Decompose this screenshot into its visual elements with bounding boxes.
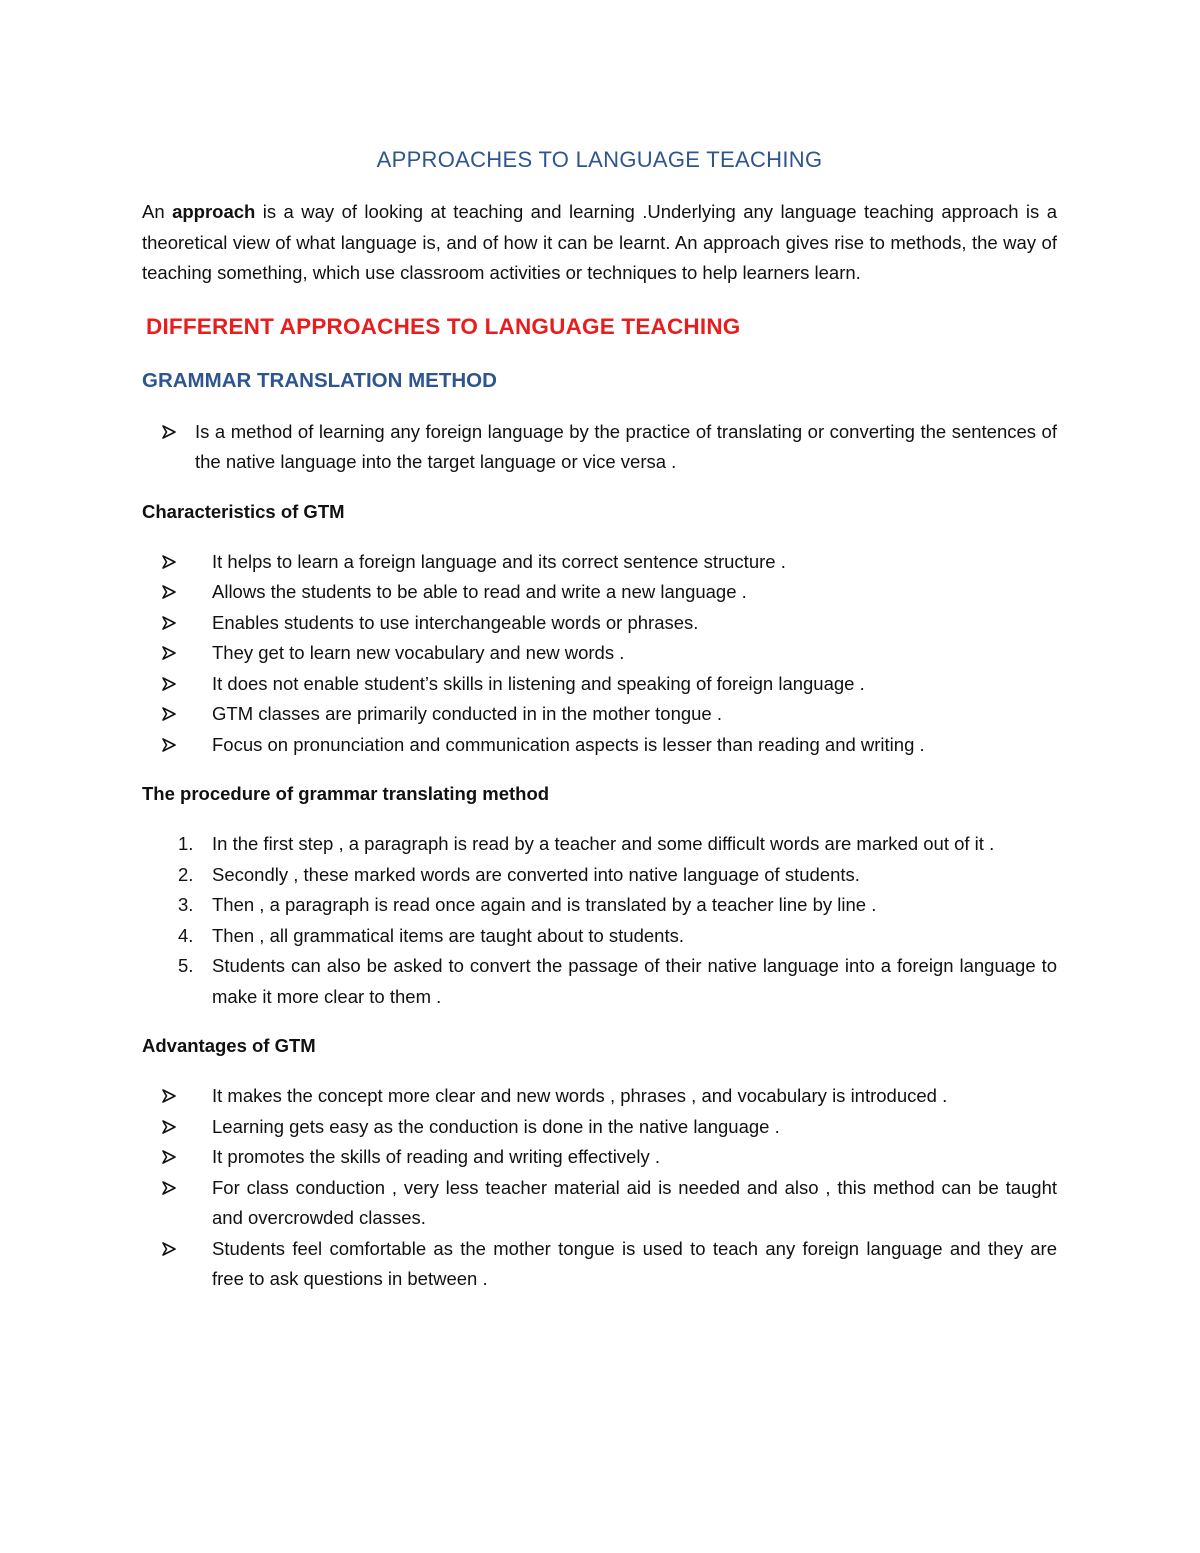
- list-item: [142, 1081, 1057, 1112]
- arrowhead-bullet-icon: [160, 417, 180, 447]
- step-number: 4.: [178, 924, 194, 946]
- list-item-text: It promotes the skills of reading and writing effectively .: [212, 1146, 660, 1167]
- step-text: Then , a paragraph is read once again and is translated by a teacher line by line .: [212, 894, 877, 915]
- step-text: Students can also be asked to convert the passage of their native language into a foreign language to make it more clear to them .: [212, 955, 1057, 1007]
- list-item-text: Enables students to use interchangeable words or phrases.: [212, 611, 699, 633]
- list-item: [142, 1234, 1057, 1295]
- arrowhead-bullet-icon: [160, 547, 180, 577]
- intro-paragraph: [142, 197, 1057, 289]
- list-item: [142, 669, 1057, 700]
- advantages-heading: Advantages of GTM: [142, 1035, 316, 1056]
- arrowhead-bullet-icon: [160, 1173, 180, 1203]
- arrowhead-bullet-icon: [160, 1112, 180, 1142]
- arrowhead-bullet-icon: [160, 699, 180, 729]
- list-item-text: Allows the students to be able to read and write a new language .: [212, 581, 747, 602]
- numbered-item: [142, 951, 1057, 1012]
- arrowhead-bullet-icon: [160, 577, 180, 607]
- step-number: 3.: [178, 894, 194, 915]
- list-item: [142, 730, 1057, 761]
- arrowhead-bullet-icon: [160, 608, 180, 638]
- different-approaches-heading: DIFFERENT APPROACHES TO LANGUAGE TEACHING: [146, 313, 741, 339]
- list-item: [142, 699, 1057, 730]
- intro-prefix: An: [142, 201, 173, 222]
- step-text: In the first step , a paragraph is read by a teacher and some difficult words are marked out of it .: [212, 833, 995, 854]
- arrowhead-bullet-icon: [160, 669, 180, 699]
- list-item: [142, 608, 1057, 639]
- gtm-definition-text: Is a method of learning any foreign language by the practice of translating or converting the sentences of the native language into the target language or vice versa .: [195, 420, 1057, 472]
- list-item-text: GTM classes are primarily conducted in in the mother tongue .: [212, 703, 723, 724]
- step-text: Then , all grammatical items are taught about to students.: [212, 924, 684, 946]
- list-item-text: It does not enable student’s skills in listening and speaking of foreign language .: [212, 672, 865, 694]
- list-item: [142, 1112, 1057, 1143]
- arrowhead-bullet-icon: [160, 1142, 180, 1172]
- list-item: [142, 577, 1057, 608]
- list-item-text: It makes the concept more clear and new words , phrases , and vocabulary is introduced .: [212, 1085, 948, 1106]
- gtm-definition-list: [142, 417, 1057, 478]
- step-number: 2.: [178, 863, 194, 885]
- numbered-item: [142, 921, 1057, 952]
- list-item-text: Focus on pronunciation and communication aspects is lesser than reading and writing .: [212, 733, 925, 755]
- arrowhead-bullet-icon: [160, 1081, 180, 1111]
- list-item-text: For class conduction , very less teacher material aid is needed and also , this method can be taught and overcrowded classes.: [212, 1176, 1057, 1228]
- arrowhead-bullet-icon: [160, 730, 180, 760]
- numbered-item: [142, 829, 1057, 860]
- list-item: [142, 638, 1057, 669]
- procedure-heading: The procedure of grammar translating method: [142, 783, 550, 804]
- list-item-text: They get to learn new vocabulary and new words .: [212, 642, 625, 663]
- list-item: [142, 547, 1057, 578]
- step-text: Secondly , these marked words are converted into native language of students.: [212, 863, 860, 885]
- document-body: [142, 140, 1057, 1295]
- characteristics-list: [142, 547, 1057, 761]
- arrowhead-bullet-icon: [160, 638, 180, 668]
- intro-rest: is a way of looking at teaching and learning .Underlying any language teaching approach is a theoretical view of what language is, and of how it can be learnt. An approach gives rise to methods, the way of teaching something, which use classroom activities or techniques to help learners learn.: [142, 201, 1057, 283]
- numbered-item: [142, 890, 1057, 921]
- step-number: 5.: [178, 955, 194, 976]
- advantages-list: [142, 1081, 1057, 1295]
- step-number: 1.: [178, 833, 194, 854]
- arrowhead-bullet-icon: [160, 1234, 180, 1264]
- list-item: [142, 1142, 1057, 1173]
- numbered-item: [142, 860, 1057, 891]
- list-item-text: It helps to learn a foreign language and its correct sentence structure .: [212, 550, 786, 572]
- intro-bold-term: approach: [172, 201, 256, 222]
- gtm-heading: GRAMMAR TRANSLATION METHOD: [142, 368, 497, 392]
- list-item: [142, 417, 1057, 478]
- document-title: APPROACHES TO LANGUAGE TEACHING: [376, 147, 823, 172]
- list-item-text: Students feel comfortable as the mother tongue is used to teach any foreign language and they are free to ask questions in between .: [212, 1237, 1057, 1289]
- list-item-text: Learning gets easy as the conduction is done in the native language .: [212, 1115, 780, 1137]
- list-item: [142, 1173, 1057, 1234]
- characteristics-heading: Characteristics of GTM: [142, 500, 345, 522]
- procedure-list: [142, 829, 1057, 1012]
